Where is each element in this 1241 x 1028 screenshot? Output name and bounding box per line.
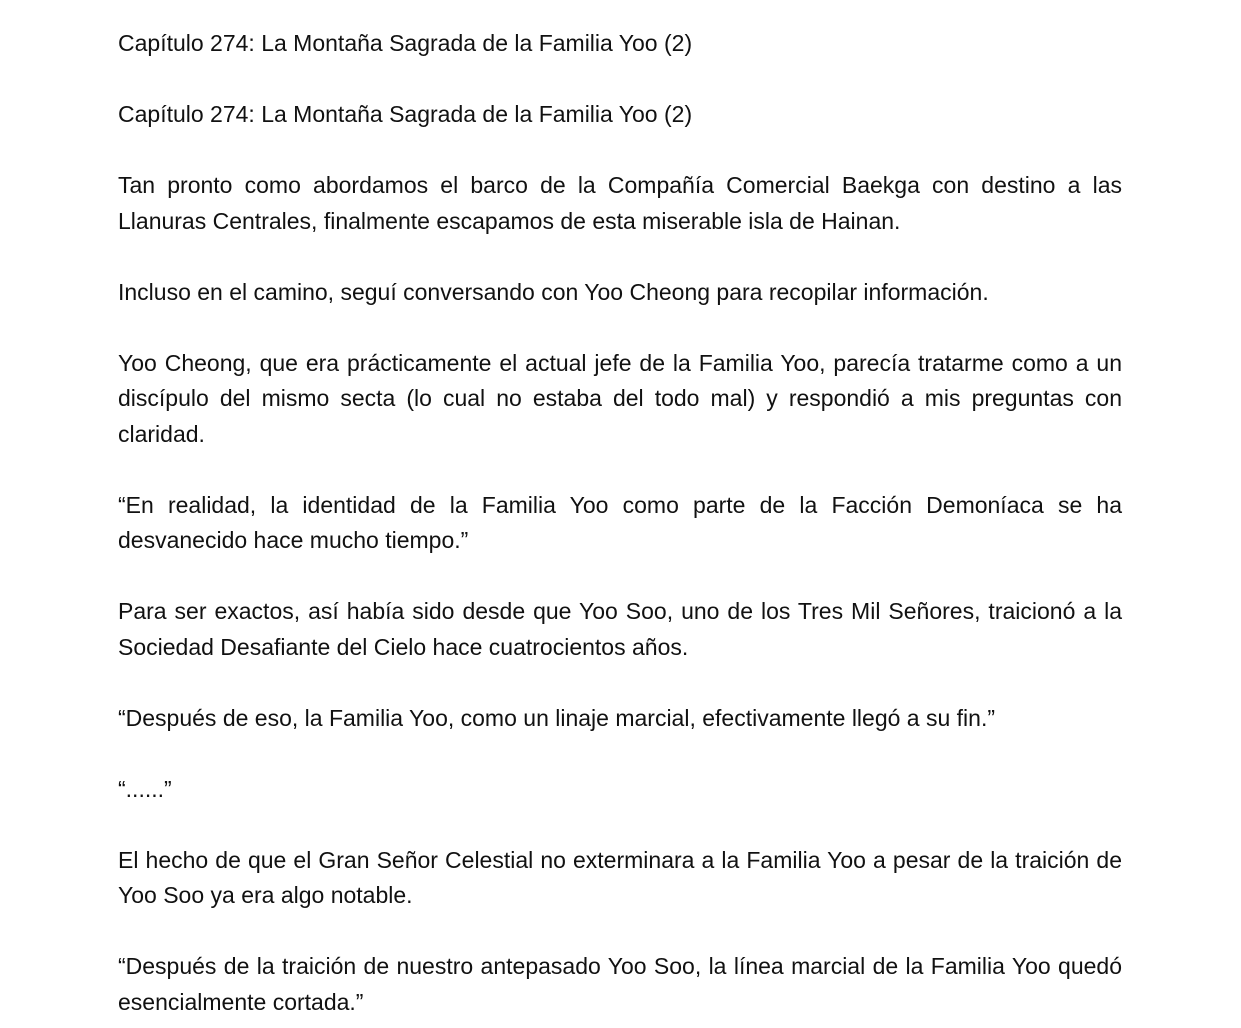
paragraph: Yoo Cheong, que era prácticamente el actual jefe de la Familia Yoo, parecía tratarme como a un discípulo del mismo secta (lo cual no estaba del todo mal) y respondió a mis preguntas con claridad. — [118, 349, 1122, 447]
document-page — [118, 26, 1122, 1020]
paragraph: “Después de la traición de nuestro antepasado Yoo Soo, la línea marcial de la Familia Yoo quedó esencialmente cortada.” — [118, 953, 1122, 1015]
paragraph: “En realidad, la identidad de la Familia Yoo como parte de la Facción Demoníaca se ha desvanecido hace mucho tiempo.” — [118, 491, 1122, 553]
paragraph: Incluso en el camino, seguí conversando con Yoo Cheong para recopilar información. — [118, 278, 989, 305]
chapter-heading-repeat: Capítulo 274: La Montaña Sagrada de la Familia Yoo (2) — [118, 101, 693, 127]
paragraph: “Después de eso, la Familia Yoo, como un linaje marcial, efectivamente llegó a su fin.” — [118, 704, 996, 731]
paragraph: “......” — [118, 775, 172, 802]
chapter-heading: Capítulo 274: La Montaña Sagrada de la Familia Yoo (2) — [118, 30, 693, 56]
paragraph: Para ser exactos, así había sido desde que Yoo Soo, uno de los Tres Mil Señores, traicionó a la Sociedad Desafiante del Cielo hace cuatrocientos años. — [118, 598, 1122, 660]
paragraph: El hecho de que el Gran Señor Celestial no exterminara a la Familia Yoo a pesar de la traición de Yoo Soo ya era algo notable. — [118, 846, 1122, 908]
paragraph: Tan pronto como abordamos el barco de la Compañía Comercial Baekga con destino a las Llanuras Centrales, finalmente escapamos de esta miserable isla de Hainan. — [118, 172, 1122, 234]
